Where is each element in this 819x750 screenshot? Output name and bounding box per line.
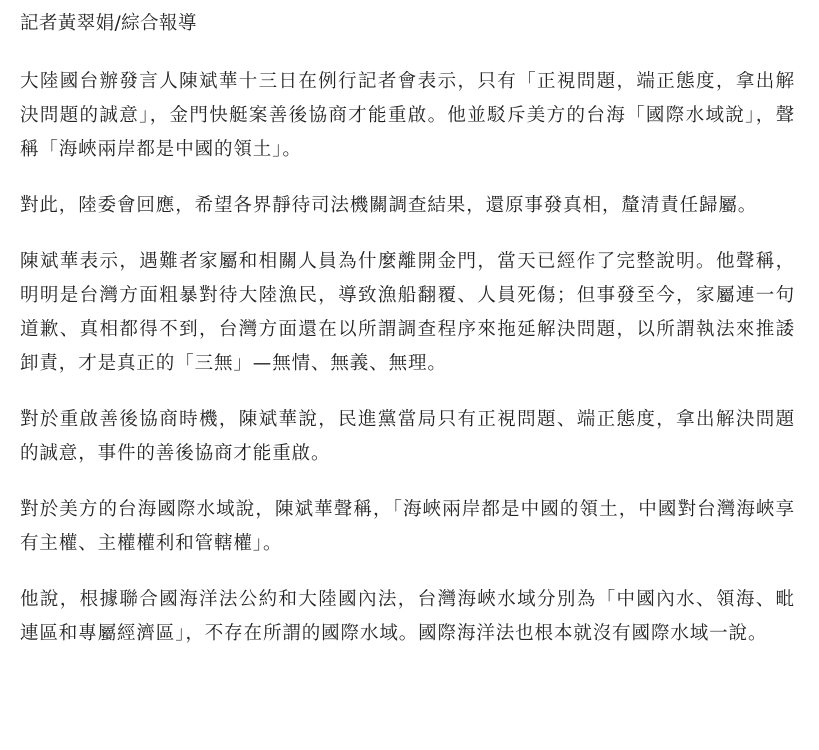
paragraph: 陳斌華表示，遇難者家屬和相關人員為什麼離開金門，當天已經作了完整說明。他聲稱，明明是台灣方面粗暴對待大陸漁民，導致漁船翻覆、人員死傷；但事發至今，家屬連一句道歉、真相都得不到，台灣方面還在以所謂調查程序來拖延解決問題，以所謂執法來推諉卸責，才是真正的「三無」—無情、無義、無理。: [20, 251, 795, 374]
paragraph: 大陸國台辦發言人陳斌華十三日在例行記者會表示，只有「正視問題，端正態度，拿出解決問題的誠意」，金門快艇案善後協商才能重啟。他並駁斥美方的台海「國際水域說」，聲稱「海峽兩岸都是中國的領土」。: [20, 71, 795, 160]
paragraph: 對此，陸委會回應，希望各界靜待司法機關調查結果，還原事發真相，釐清責任歸屬。: [20, 195, 758, 216]
paragraph: 對於美方的台海國際水域說，陳斌華聲稱，「海峽兩岸都是中國的領土，中國對台灣海峽享有主權、主權權利和管轄權」。: [20, 499, 795, 554]
paragraph: 對於重啟善後協商時機，陳斌華說，民進黨當局只有正視問題、端正態度，拿出解決問題的誠意，事件的善後協商才能重啟。: [20, 409, 795, 464]
paragraph: 他說，根據聯合國海洋法公約和大陸國內法，台灣海峽水域分別為「中國內水、領海、毗連區和專屬經濟區」，不存在所謂的國際水域。國際海洋法也根本就沒有國際水域一說。: [20, 589, 795, 644]
byline: 記者黃翠娟/綜合報導: [20, 13, 197, 34]
